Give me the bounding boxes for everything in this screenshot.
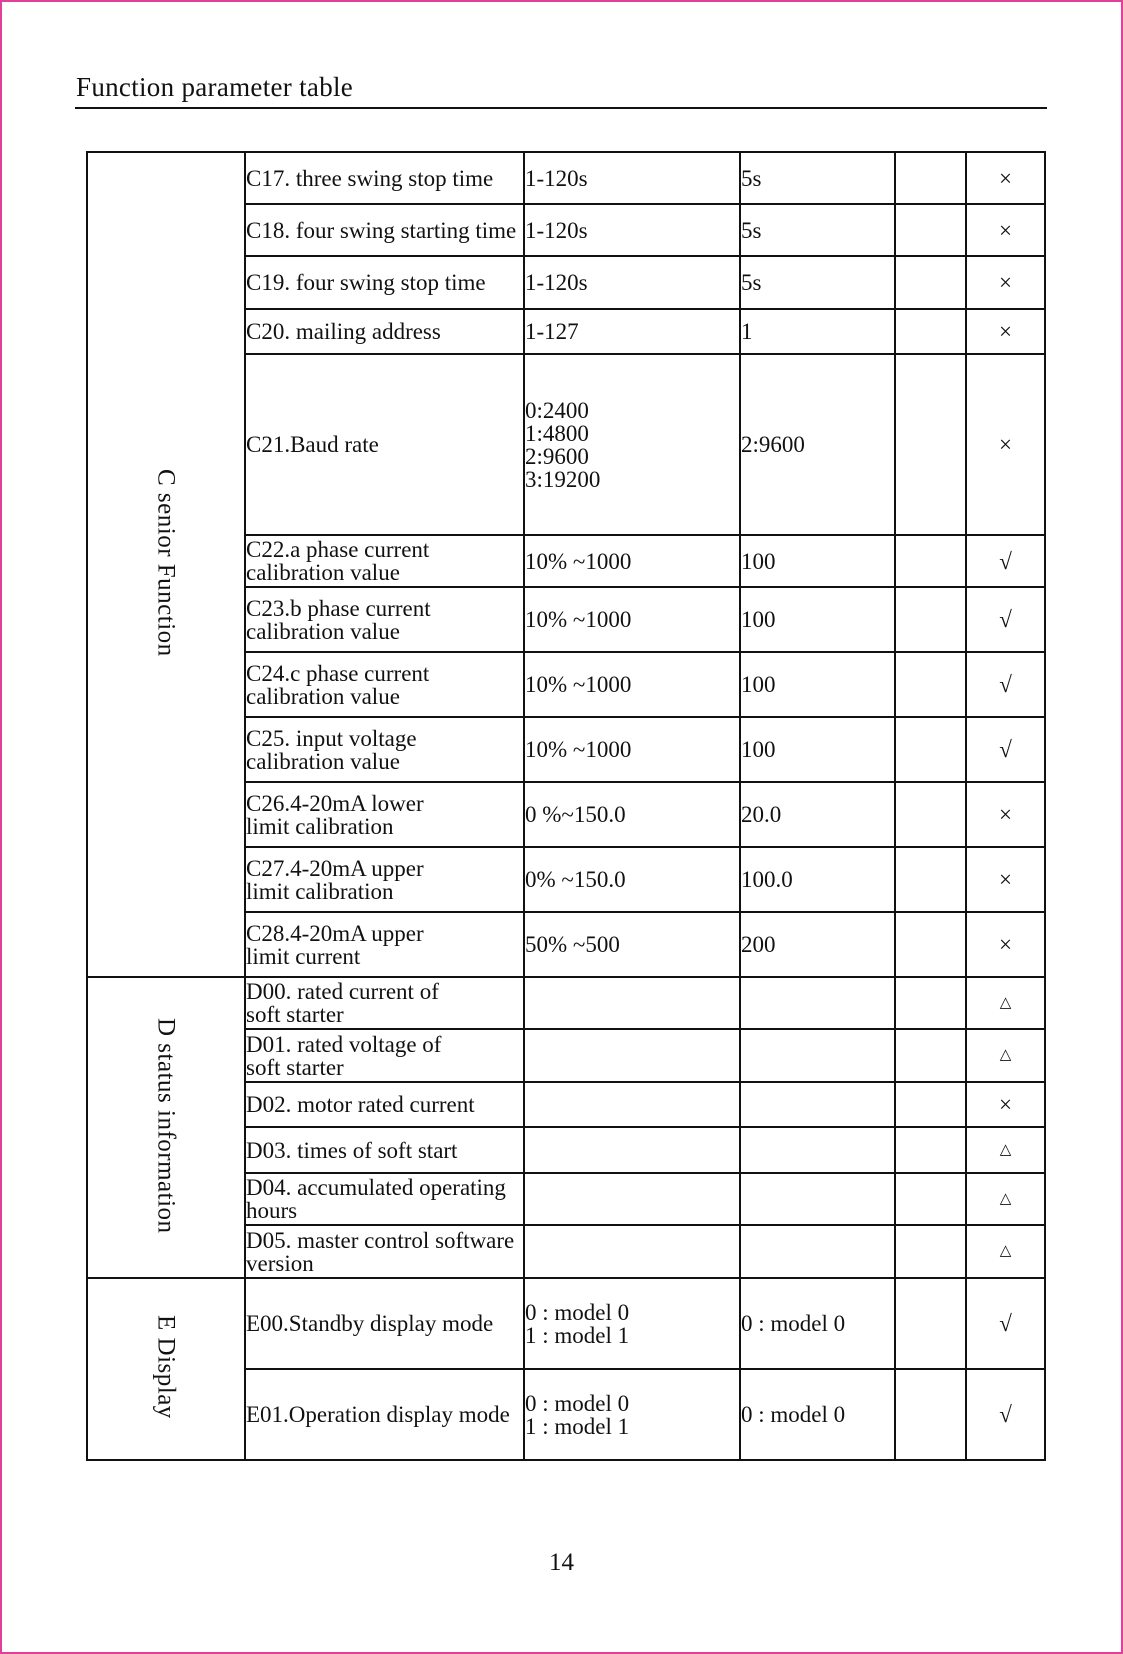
parameter-name: C22.a phase current calibration value	[245, 535, 524, 587]
parameter-name: C19. four swing stop time	[245, 256, 524, 309]
setting-range	[524, 1225, 740, 1278]
setting-range: 0 : model 0 1 : model 1	[524, 1278, 740, 1369]
table-row	[87, 977, 1045, 1029]
extra-cell	[895, 1225, 966, 1278]
group-label: C senior Function	[152, 468, 180, 657]
extra-cell	[895, 977, 966, 1029]
modify-mark: ×	[966, 152, 1045, 204]
factory-default: 1	[740, 309, 895, 354]
factory-default: 100	[740, 717, 895, 782]
setting-range	[524, 1029, 740, 1082]
parameter-name: D03. times of soft start	[245, 1127, 524, 1173]
factory-default: 0 : model 0	[740, 1278, 895, 1369]
parameter-name: D01. rated voltage of soft starter	[245, 1029, 524, 1082]
modify-mark: ×	[966, 782, 1045, 847]
group-label: E Display	[152, 1315, 180, 1419]
modify-mark: √	[966, 587, 1045, 652]
parameter-name: D00. rated current of soft starter	[245, 977, 524, 1029]
parameter-name: D05. master control software version	[245, 1225, 524, 1278]
setting-range: 1-127	[524, 309, 740, 354]
parameter-name: D04. accumulated operating hours	[245, 1173, 524, 1225]
extra-cell	[895, 535, 966, 587]
setting-range	[524, 1082, 740, 1127]
setting-range: 10% ~1000	[524, 535, 740, 587]
parameter-name: C28.4-20mA upper limit current	[245, 912, 524, 977]
parameter-name: C17. three swing stop time	[245, 152, 524, 204]
factory-default: 5s	[740, 204, 895, 256]
extra-cell	[895, 309, 966, 354]
extra-cell	[895, 717, 966, 782]
setting-range: 0 : model 0 1 : model 1	[524, 1369, 740, 1460]
parameter-name: C21.Baud rate	[245, 354, 524, 535]
factory-default: 20.0	[740, 782, 895, 847]
factory-default: 100	[740, 652, 895, 717]
modify-mark: √	[966, 1369, 1045, 1460]
setting-range: 0:2400 1:4800 2:9600 3:19200	[524, 354, 740, 535]
group-label-cell	[87, 1278, 245, 1460]
factory-default	[740, 1127, 895, 1173]
extra-cell	[895, 912, 966, 977]
table-row	[87, 152, 1045, 204]
extra-cell	[895, 1082, 966, 1127]
modify-mark: ×	[966, 309, 1045, 354]
table-row	[87, 1278, 1045, 1369]
modify-mark: √	[966, 535, 1045, 587]
parameter-name: D02. motor rated current	[245, 1082, 524, 1127]
factory-default: 5s	[740, 152, 895, 204]
extra-cell	[895, 1127, 966, 1173]
parameter-name: C24.c phase current calibration value	[245, 652, 524, 717]
modify-mark: △	[966, 1173, 1045, 1225]
setting-range	[524, 1173, 740, 1225]
factory-default	[740, 1225, 895, 1278]
extra-cell	[895, 847, 966, 912]
modify-mark: √	[966, 1278, 1045, 1369]
extra-cell	[895, 1029, 966, 1082]
parameter-name: C18. four swing starting time	[245, 204, 524, 256]
setting-range: 1-120s	[524, 204, 740, 256]
modify-mark: ×	[966, 354, 1045, 535]
extra-cell	[895, 256, 966, 309]
parameter-table	[86, 151, 1046, 1461]
setting-range: 1-120s	[524, 152, 740, 204]
setting-range: 1-120s	[524, 256, 740, 309]
factory-default	[740, 1082, 895, 1127]
setting-range	[524, 1127, 740, 1173]
group-label-cell	[87, 152, 245, 977]
setting-range: 10% ~1000	[524, 717, 740, 782]
factory-default: 100	[740, 587, 895, 652]
extra-cell	[895, 1369, 966, 1460]
page-title: Function parameter table	[76, 72, 354, 102]
modify-mark: △	[966, 977, 1045, 1029]
setting-range: 10% ~1000	[524, 652, 740, 717]
extra-cell	[895, 652, 966, 717]
group-label-cell	[87, 977, 245, 1278]
parameter-name: C23.b phase current calibration value	[245, 587, 524, 652]
modify-mark: △	[966, 1225, 1045, 1278]
modify-mark: ×	[966, 204, 1045, 256]
parameter-name: C26.4-20mA lower limit calibration	[245, 782, 524, 847]
extra-cell	[895, 152, 966, 204]
extra-cell	[895, 1173, 966, 1225]
factory-default	[740, 1173, 895, 1225]
parameter-name: C27.4-20mA upper limit calibration	[245, 847, 524, 912]
extra-cell	[895, 204, 966, 256]
factory-default: 100.0	[740, 847, 895, 912]
modify-mark: ×	[966, 1082, 1045, 1127]
factory-default: 2:9600	[740, 354, 895, 535]
factory-default: 0 : model 0	[740, 1369, 895, 1460]
setting-range: 10% ~1000	[524, 587, 740, 652]
factory-default: 200	[740, 912, 895, 977]
factory-default	[740, 1029, 895, 1082]
setting-range: 0 %~150.0	[524, 782, 740, 847]
extra-cell	[895, 354, 966, 535]
modify-mark: ×	[966, 912, 1045, 977]
parameter-name: E00.Standby display mode	[245, 1278, 524, 1369]
parameter-name: C25. input voltage calibration value	[245, 717, 524, 782]
modify-mark: √	[966, 717, 1045, 782]
modify-mark: △	[966, 1127, 1045, 1173]
modify-mark: ×	[966, 847, 1045, 912]
modify-mark: ×	[966, 256, 1045, 309]
factory-default: 100	[740, 535, 895, 587]
setting-range	[524, 977, 740, 1029]
parameter-name: C20. mailing address	[245, 309, 524, 354]
extra-cell	[895, 782, 966, 847]
parameter-name: E01.Operation display mode	[245, 1369, 524, 1460]
factory-default	[740, 977, 895, 1029]
page-number: 14	[549, 1549, 574, 1576]
setting-range: 0% ~150.0	[524, 847, 740, 912]
extra-cell	[895, 1278, 966, 1369]
setting-range: 50% ~500	[524, 912, 740, 977]
group-label: D status information	[152, 1017, 180, 1234]
factory-default: 5s	[740, 256, 895, 309]
modify-mark: √	[966, 652, 1045, 717]
header-rule	[75, 107, 1047, 109]
extra-cell	[895, 587, 966, 652]
modify-mark: △	[966, 1029, 1045, 1082]
